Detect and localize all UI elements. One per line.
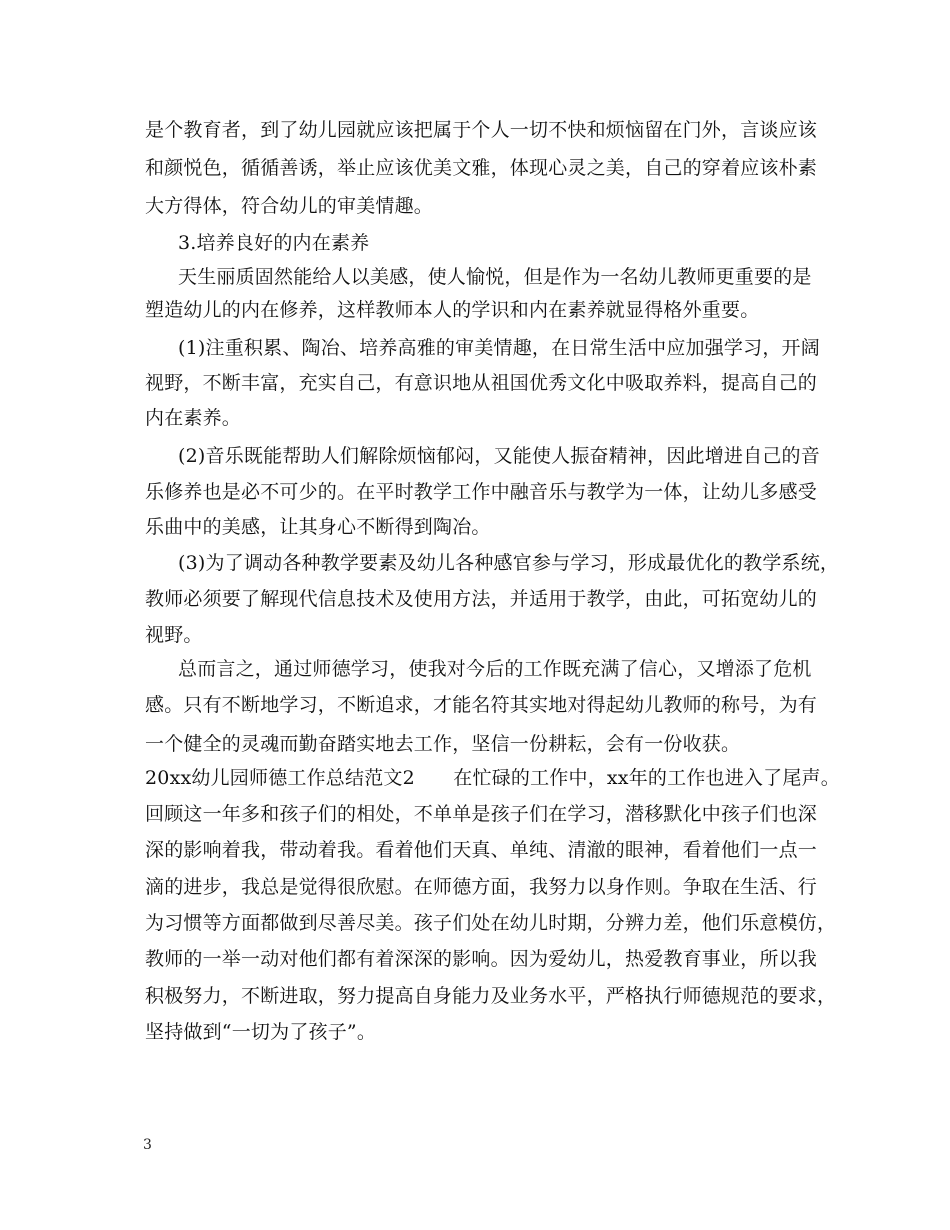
article-heading-line: 20xx幼儿园师德工作总结范文2 在忙碌的工作中，xx年的工作也进入了尾声。 bbox=[145, 767, 840, 789]
text-line: 乐曲中的美感，让其身心不断得到陶冶。 bbox=[145, 516, 491, 538]
text-line: 回顾这一年多和孩子们的相处，不单单是孩子们在学习，潜移默化中孩子们也深 bbox=[145, 803, 818, 825]
text-line: 教师的一举一动对他们都有着深深的影响。因为爱幼儿，热爱教育事业，所以我 bbox=[145, 948, 818, 970]
text-line: (1)注重积累、陶冶、培养高雅的审美情趣，在日常生活中应加强学习，开阔 bbox=[178, 337, 820, 359]
text-line: 天生丽质固然能给人以美感，使人愉悦，但是作为一名幼儿教师更重要的是 bbox=[178, 266, 812, 288]
text-line: 视野。 bbox=[145, 624, 203, 646]
text-line: 塑造幼儿的内在修养，这样教师本人的学识和内在素养就显得格外重要。 bbox=[145, 299, 760, 321]
text-line: 内在素养。 bbox=[145, 407, 242, 429]
text-line: 滴的进步，我总是觉得很欣慰。在师德方面，我努力以身作则。争取在生活、行 bbox=[145, 876, 818, 898]
text-line: 积极努力，不断进取，努力提高自身能力及业务水平，严格执行师德规范的要求， bbox=[145, 985, 837, 1007]
text-line: 乐修养也是必不可少的。在平时教学工作中融音乐与教学为一体，让幼儿多感受 bbox=[145, 481, 818, 503]
text-line: 深的影响着我，带动着我。看着他们天真、单纯、清澈的眼神，看着他们一点一 bbox=[145, 839, 818, 861]
page-number: 3 bbox=[143, 1137, 152, 1153]
text-line: (2)音乐既能帮助人们解除烦恼郁闷，又能使人振奋精神，因此增进自己的音 bbox=[178, 445, 820, 467]
text-line: 为习惯等方面都做到尽善尽美。孩子们处在幼儿时期，分辨力差，他们乐意模仿， bbox=[145, 912, 837, 934]
text-line: 和颜悦色，循循善诱，举止应该优美文雅，体现心灵之美，自己的穿着应该朴素 bbox=[145, 157, 818, 179]
section-heading: 3.培养良好的内在素养 bbox=[178, 232, 370, 254]
text-line: 感。只有不断地学习，不断追求，才能名符其实地对得起幼儿教师的称号，为有 bbox=[145, 694, 818, 716]
text-line: 大方得体，符合幼儿的审美情趣。 bbox=[145, 195, 434, 217]
text-line: 坚持做到“一切为了孩子”。 bbox=[145, 1021, 377, 1043]
text-line: 是个教育者，到了幼儿园就应该把属于个人一切不快和烦恼留在门外，言谈应该 bbox=[145, 119, 818, 141]
text-line: (3)为了调动各种教学要素及幼儿各种感官参与学习，形成最优化的教学系统， bbox=[178, 552, 840, 574]
text-line: 视野，不断丰富，充实自己，有意识地从祖国优秀文化中吸取养料，提高自己的 bbox=[145, 372, 818, 394]
text-line: 教师必须要了解现代信息技术及使用方法，并适用于教学，由此，可拓宽幼儿的 bbox=[145, 588, 818, 610]
text-line: 一个健全的灵魂而勤奋踏实地去工作，坚信一份耕耘，会有一份收获。 bbox=[145, 733, 741, 755]
text-line: 总而言之，通过师德学习，使我对今后的工作既充满了信心，又增添了危机 bbox=[178, 658, 812, 680]
